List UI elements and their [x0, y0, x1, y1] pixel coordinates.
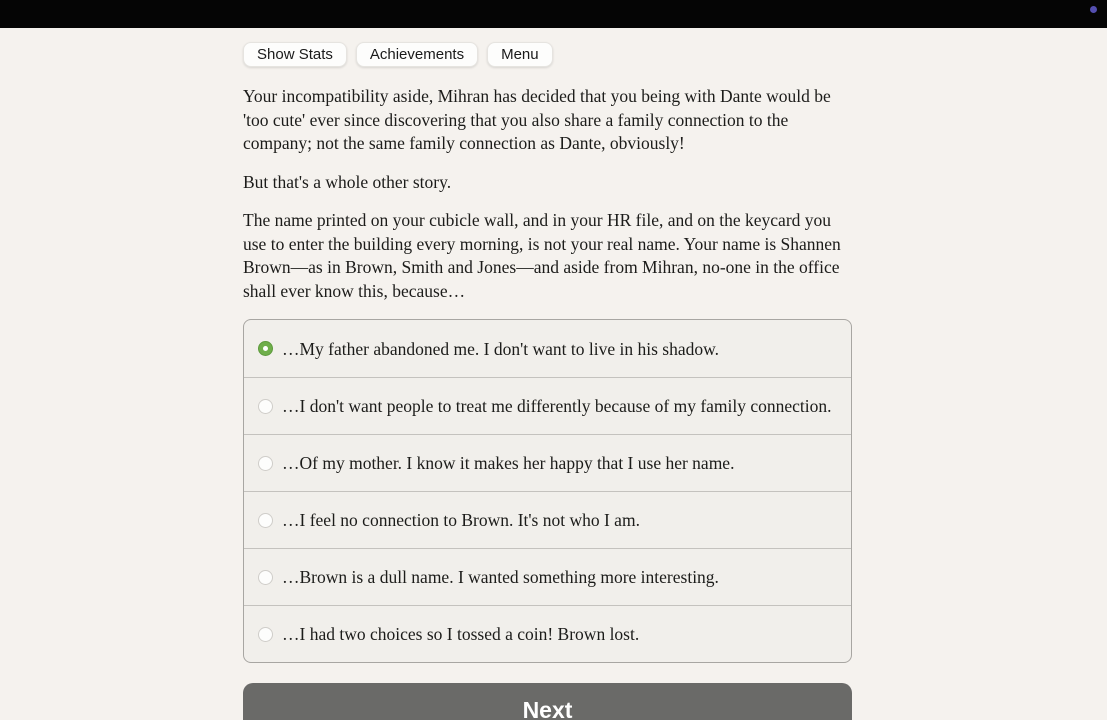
choice-label: …I don't want people to treat me differently because of my family connection.: [282, 396, 832, 416]
story-text: [243, 85, 852, 303]
story-paragraph-2: But that's a whole other story.: [243, 171, 452, 192]
radio-icon[interactable]: [258, 456, 273, 471]
radio-icon[interactable]: [258, 399, 273, 414]
radio-icon[interactable]: [258, 570, 273, 585]
notification-dot-icon: [1090, 6, 1097, 13]
radio-icon[interactable]: [258, 627, 273, 642]
choice-row[interactable]: [244, 605, 851, 662]
choice-row[interactable]: [244, 377, 851, 434]
choice-row[interactable]: [244, 548, 851, 605]
choice-label: …My father abandoned me. I don't want to live in his shadow.: [282, 338, 719, 359]
achievements-button[interactable]: Achievements: [356, 42, 478, 67]
choice-row[interactable]: [244, 320, 851, 377]
choice-label: …Of my mother. I know it makes her happy that I use her name.: [282, 453, 735, 473]
game-page: [243, 42, 852, 720]
choice-label: …Brown is a dull name. I wanted something more interesting.: [282, 567, 719, 587]
choice-row[interactable]: [244, 491, 851, 548]
show-stats-button[interactable]: Show Stats: [243, 42, 347, 67]
radio-icon[interactable]: [258, 513, 273, 528]
choice-label: …I had two choices so I tossed a coin! Brown lost.: [282, 624, 640, 644]
radio-icon[interactable]: [258, 341, 273, 356]
choice-label: …I feel no connection to Brown. It's not who I am.: [282, 510, 640, 530]
story-paragraph-1: Your incompatibility aside, Mihran has decided that you being with Dante would be 'too cute' ever since discovering that you also share a family connection to the company; not the same family connection as Dante, obviously!: [243, 86, 831, 153]
story-paragraph-3: The name printed on your cubicle wall, and in your HR file, and on the keycard you use to enter the building every morning, is not your real name. Your name is Shannen Brown—as in Brown, Smith and Jones—and aside from Mihran, no-one in the office shall ever know this, because…: [243, 210, 841, 301]
next-button[interactable]: Next: [243, 683, 852, 720]
choice-group: [243, 319, 852, 663]
radio-dot-icon: [263, 346, 268, 351]
choice-row[interactable]: [244, 434, 851, 491]
toolbar: [243, 42, 852, 67]
top-bar: [0, 0, 1107, 28]
menu-button[interactable]: Menu: [487, 42, 553, 67]
